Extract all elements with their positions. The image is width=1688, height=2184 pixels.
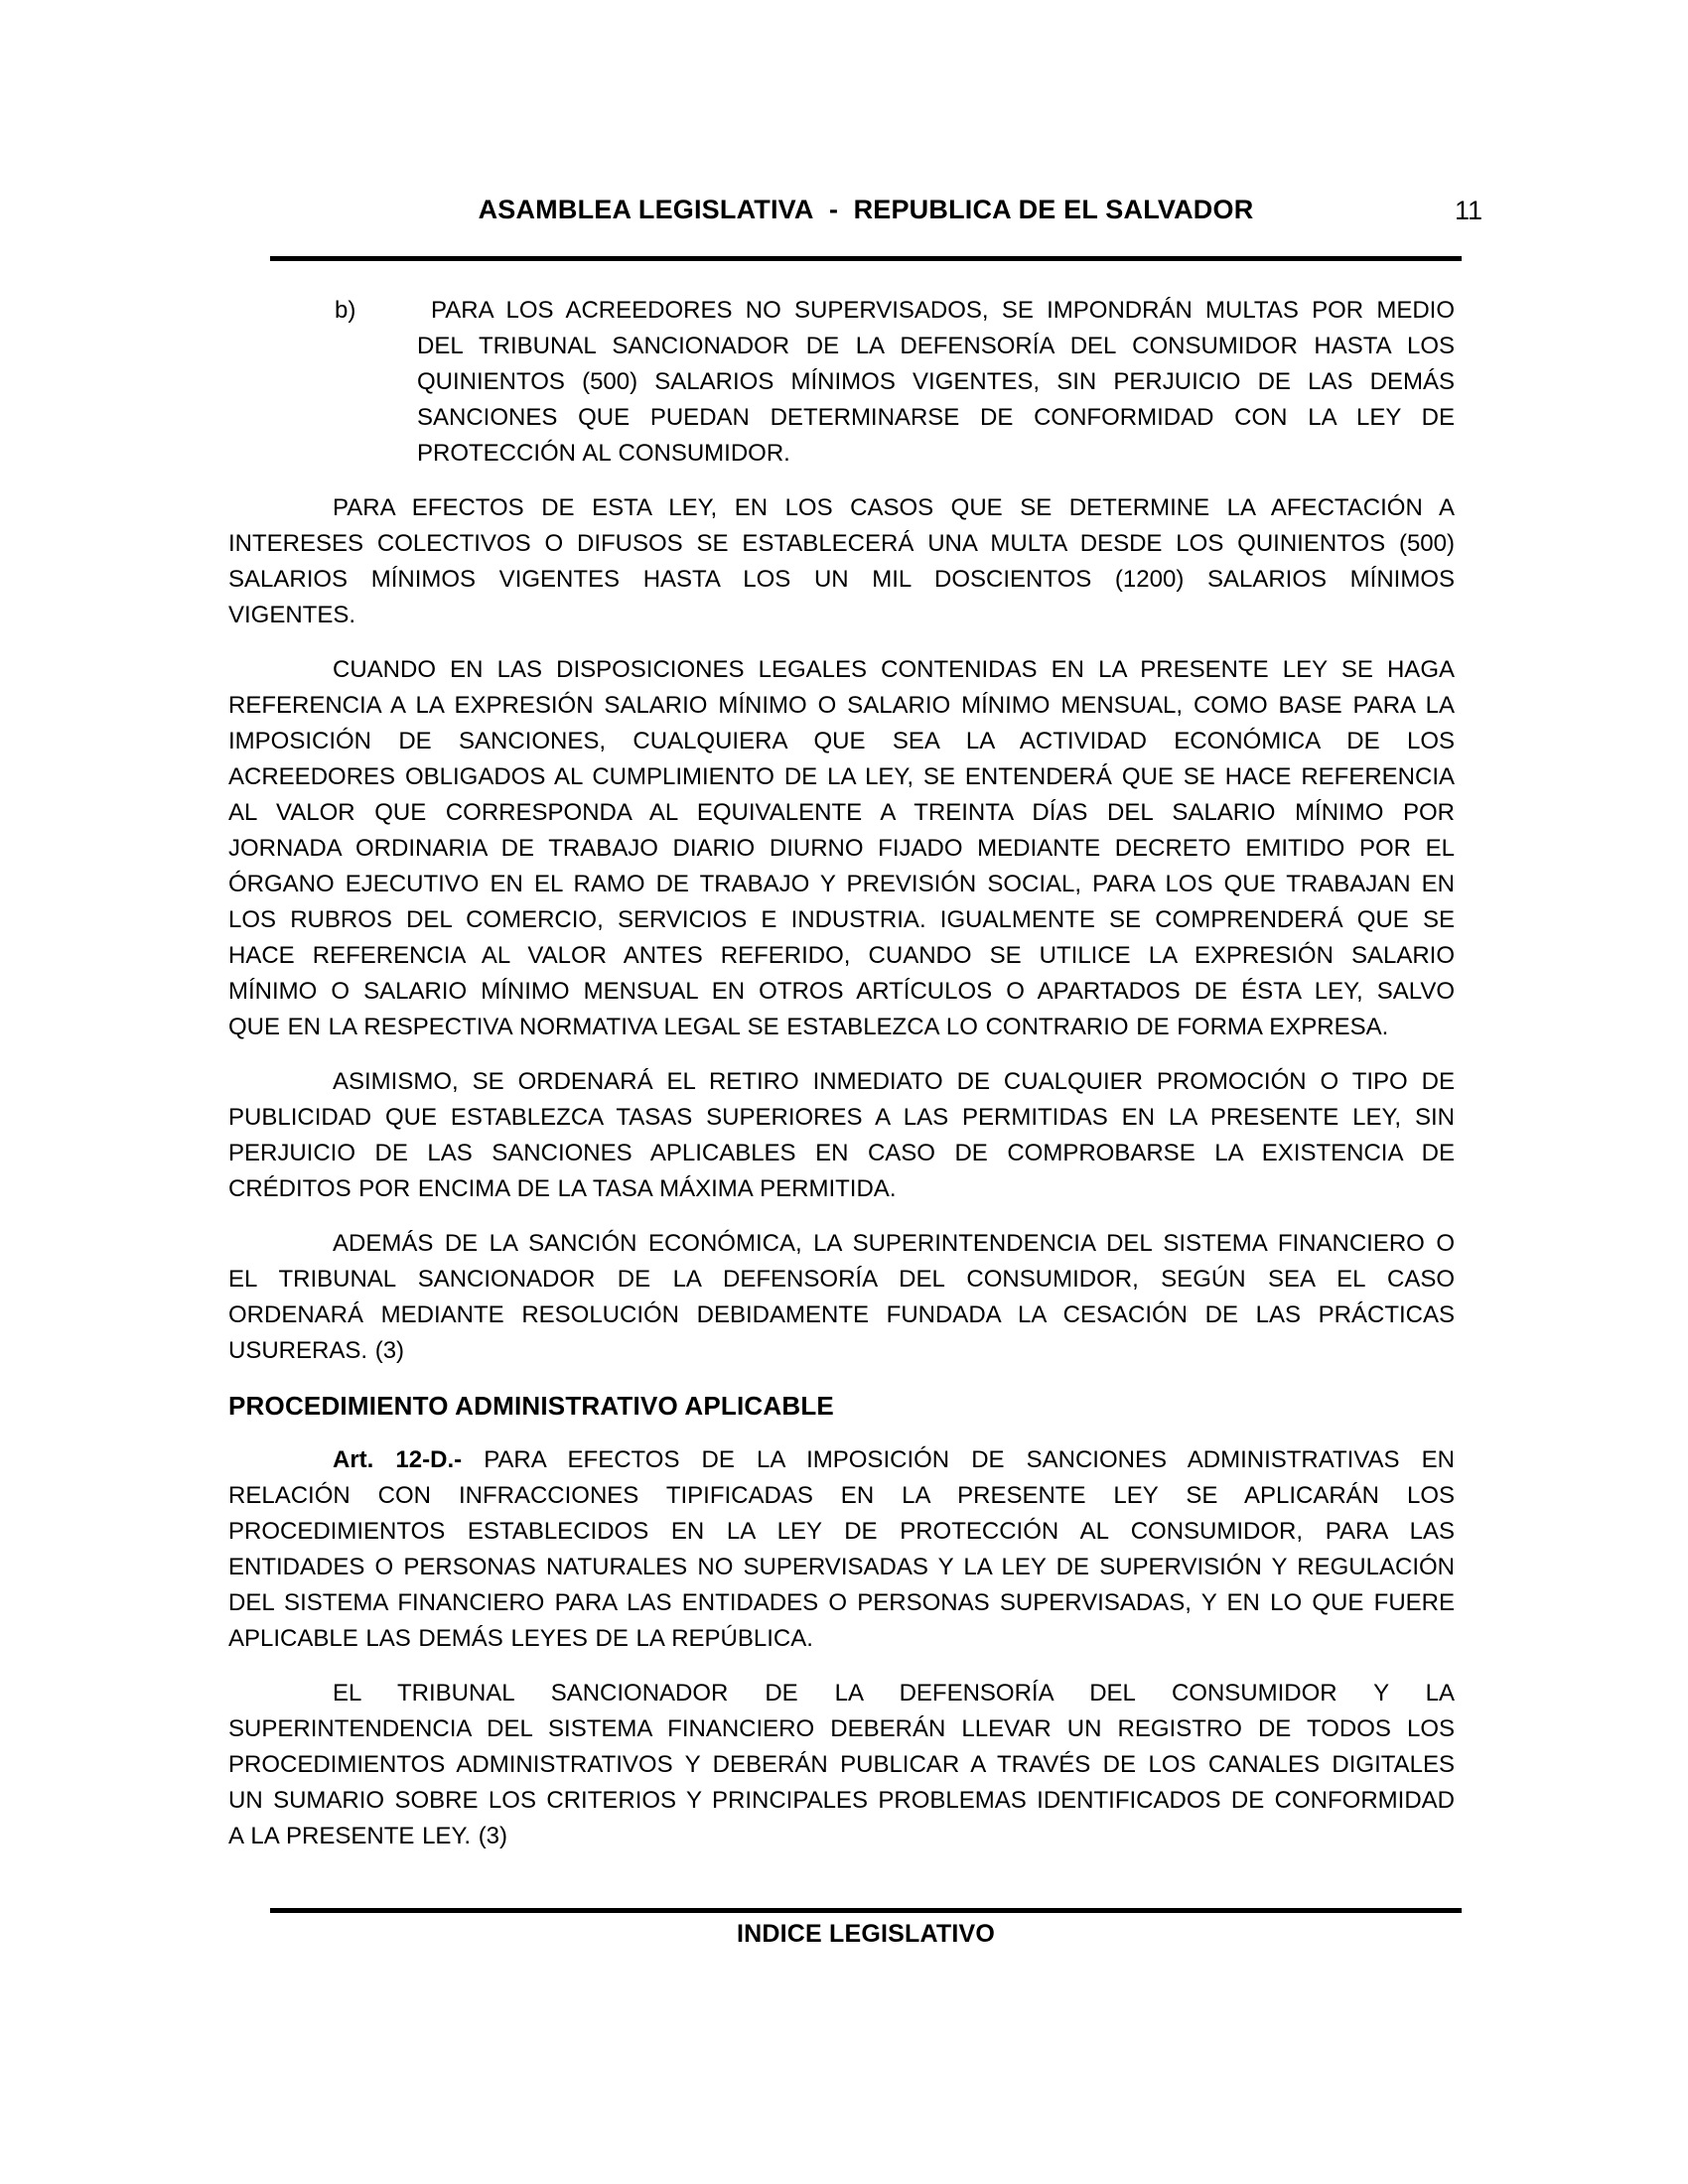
text-line: HACE REFERENCIA AL VALOR ANTES REFERIDO, CUANDO SE UTILICE LA EXPRESIÓN SALARIO bbox=[228, 942, 1455, 969]
text-line: EL TRIBUNAL SANCIONADOR DE LA DEFENSORÍA DEL CONSUMIDOR, SEGÚN SEA EL CASO bbox=[228, 1266, 1455, 1293]
text-line: PROTECCIÓN AL CONSUMIDOR. bbox=[417, 440, 790, 467]
text-line: SALARIOS MÍNIMOS VIGENTES HASTA LOS UN MIL DOSCIENTOS (1200) SALARIOS MÍNIMOS bbox=[228, 566, 1455, 593]
text-line: QUINIENTOS (500) SALARIOS MÍNIMOS VIGENTES, SIN PERJUICIO DE LAS DEMÁS bbox=[417, 368, 1455, 395]
text-line: UN SUMARIO SOBRE LOS CRITERIOS Y PRINCIPALES PROBLEMAS IDENTIFICADOS DE CONFORMIDAD bbox=[228, 1787, 1455, 1814]
text-line: INTERESES COLECTIVOS O DIFUSOS SE ESTABLECERÁ UNA MULTA DESDE LOS QUINIENTOS (500) bbox=[228, 530, 1455, 557]
text-line: IMPOSICIÓN DE SANCIONES, CUALQUIERA QUE SEA LA ACTIVIDAD ECONÓMICA DE LOS bbox=[228, 728, 1455, 754]
header-rule bbox=[270, 256, 1462, 261]
text-line: LOS RUBROS DEL COMERCIO, SERVICIOS E INDUSTRIA. IGUALMENTE SE COMPRENDERÁ QUE SE bbox=[228, 906, 1455, 933]
section-heading: PROCEDIMIENTO ADMINISTRATIVO APLICABLE bbox=[228, 1391, 834, 1421]
text-line: ASIMISMO, SE ORDENARÁ EL RETIRO INMEDIATO DE CUALQUIER PROMOCIÓN O TIPO DE bbox=[333, 1068, 1455, 1095]
page-number: 11 bbox=[1454, 196, 1482, 225]
page-title: ASAMBLEA LEGISLATIVA - REPUBLICA DE EL SALVADOR bbox=[478, 195, 1254, 224]
text-line: VIGENTES. bbox=[228, 602, 356, 628]
text-line: PERJUICIO DE LAS SANCIONES APLICABLES EN CASO DE COMPROBARSE LA EXISTENCIA DE bbox=[228, 1140, 1455, 1166]
header-row bbox=[270, 195, 1482, 225]
paragraph bbox=[228, 1676, 1455, 1854]
text-line: PROCEDIMIENTOS ESTABLECIDOS EN LA LEY DE PROTECCIÓN AL CONSUMIDOR, PARA LAS bbox=[228, 1518, 1455, 1545]
text-line: RELACIÓN CON INFRACCIONES TIPIFICADAS EN LA PRESENTE LEY SE APLICARÁN LOS bbox=[228, 1482, 1455, 1509]
text-line: PROCEDIMIENTOS ADMINISTRATIVOS Y DEBERÁN PUBLICAR A TRAVÉS DE LOS CANALES DIGITALES bbox=[228, 1751, 1455, 1778]
text-line: CUANDO EN LAS DISPOSICIONES LEGALES CONTENIDAS EN LA PRESENTE LEY SE HAGA bbox=[333, 656, 1455, 683]
text-line: REFERENCIA A LA EXPRESIÓN SALARIO MÍNIMO O SALARIO MÍNIMO MENSUAL, COMO BASE PARA LA bbox=[228, 692, 1455, 719]
document-header bbox=[0, 0, 1688, 261]
text-line: ENTIDADES O PERSONAS NATURALES NO SUPERVISADAS Y LA LEY DE SUPERVISIÓN Y REGULACIÓN bbox=[228, 1554, 1455, 1580]
footer-rule bbox=[270, 1908, 1462, 1913]
text-line: MÍNIMO O SALARIO MÍNIMO MENSUAL EN OTROS ARTÍCULOS O APARTADOS DE ÉSTA LEY, SALVO bbox=[228, 978, 1455, 1005]
text-line: PARA EFECTOS DE ESTA LEY, EN LOS CASOS QUE SE DETERMINE LA AFECTACIÓN A bbox=[333, 494, 1455, 521]
text-line: SANCIONES QUE PUEDAN DETERMINARSE DE CONFORMIDAD CON LA LEY DE bbox=[417, 404, 1455, 431]
document-body bbox=[0, 293, 1688, 1854]
text-line: APLICABLE LAS DEMÁS LEYES DE LA REPÚBLICA. bbox=[228, 1625, 813, 1652]
list-item-label: b) bbox=[335, 297, 356, 324]
text-line: JORNADA ORDINARIA DE TRABAJO DIARIO DIURNO FIJADO MEDIANTE DECRETO EMITIDO POR EL bbox=[228, 835, 1455, 862]
article-number: Art. 12-D.- bbox=[333, 1446, 463, 1473]
document-footer bbox=[270, 1908, 1462, 1950]
text-line: CRÉDITOS POR ENCIMA DE LA TASA MÁXIMA PERMITIDA. bbox=[228, 1175, 897, 1202]
paragraph bbox=[228, 652, 1455, 1045]
text-line: AL VALOR QUE CORRESPONDA AL EQUIVALENTE A TREINTA DÍAS DEL SALARIO MÍNIMO POR bbox=[228, 799, 1455, 826]
text-line: ORDENARÁ MEDIANTE RESOLUCIÓN DEBIDAMENTE FUNDADA LA CESACIÓN DE LAS PRÁCTICAS bbox=[228, 1301, 1455, 1328]
text-line: ÓRGANO EJECUTIVO EN EL RAMO DE TRABAJO Y PREVISIÓN SOCIAL, PARA LOS QUE TRABAJAN EN bbox=[228, 871, 1455, 897]
paragraph bbox=[228, 1442, 1455, 1657]
list-item bbox=[228, 293, 1455, 472]
text-line: SUPERINTENDENCIA DEL SISTEMA FINANCIERO DEBERÁN LLEVAR UN REGISTRO DE TODOS LOS bbox=[228, 1715, 1455, 1742]
text-line: QUE EN LA RESPECTIVA NORMATIVA LEGAL SE ESTABLEZCA LO CONTRARIO DE FORMA EXPRESA. bbox=[228, 1014, 1389, 1040]
text-line: EL TRIBUNAL SANCIONADOR DE LA DEFENSORÍA DEL CONSUMIDOR Y LA bbox=[333, 1680, 1455, 1706]
paragraph bbox=[228, 1226, 1455, 1369]
paragraph bbox=[228, 490, 1455, 633]
footer-label: INDICE LEGISLATIVO bbox=[736, 1920, 996, 1948]
text-line: Art. 12-D.- PARA EFECTOS DE LA IMPOSICIÓN DE SANCIONES ADMINISTRATIVAS EN bbox=[333, 1446, 1455, 1473]
text-line: DEL TRIBUNAL SANCIONADOR DE LA DEFENSORÍA DEL CONSUMIDOR HASTA LOS bbox=[417, 333, 1455, 359]
text-line: PARA LOS ACREEDORES NO SUPERVISADOS, SE IMPONDRÁN MULTAS POR MEDIO bbox=[431, 297, 1455, 324]
text-line: ACREEDORES OBLIGADOS AL CUMPLIMIENTO DE LA LEY, SE ENTENDERÁ QUE SE HACE REFERENCIA bbox=[228, 763, 1455, 790]
text-line: DEL SISTEMA FINANCIERO PARA LAS ENTIDADES O PERSONAS SUPERVISADAS, Y EN LO QUE FUERE bbox=[228, 1589, 1455, 1616]
text-line: PUBLICIDAD QUE ESTABLEZCA TASAS SUPERIORES A LAS PERMITIDAS EN LA PRESENTE LEY, SIN bbox=[228, 1104, 1455, 1131]
text-line: A LA PRESENTE LEY. (3) bbox=[228, 1823, 508, 1849]
text-line: ADEMÁS DE LA SANCIÓN ECONÓMICA, LA SUPERINTENDENCIA DEL SISTEMA FINANCIERO O bbox=[333, 1230, 1455, 1257]
text-line: USURERAS. (3) bbox=[228, 1337, 405, 1364]
paragraph bbox=[228, 1064, 1455, 1207]
